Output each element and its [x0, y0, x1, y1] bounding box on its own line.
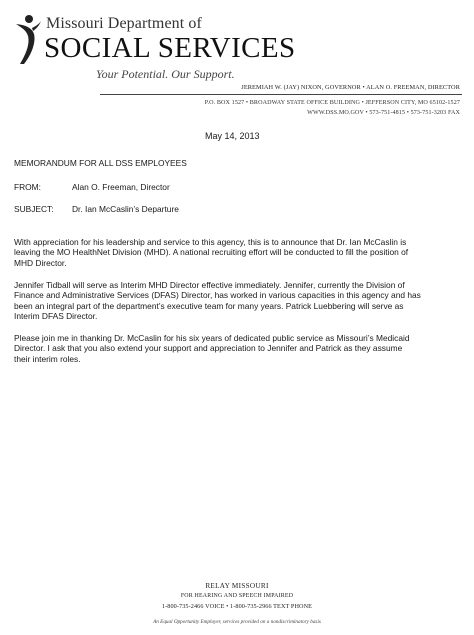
header-rule: [100, 94, 462, 95]
contact-web-phone: WWW.DSS.MO.GOV • 573-751-4815 • 573-751-3203 FAX: [307, 110, 460, 116]
tagline: Your Potential. Our Support.: [96, 67, 235, 81]
memo-paragraph-1: [14, 237, 464, 268]
relay-subtitle: FOR HEARING AND SPEECH IMPAIRED: [180, 593, 294, 599]
memo-recipients: MEMORANDUM FOR ALL DSS EMPLOYEES: [14, 158, 187, 168]
paragraph-line: Jennifer Tidball will serve as Interim MHD Director effective immediately. Jennifer, currently the Division of: [14, 280, 405, 290]
contact-address: P.O. BOX 1527 • BROADWAY STATE OFFICE BUILDING • JEFFERSON CITY, MO 65102-1527: [204, 100, 460, 106]
memo-paragraph-2: [14, 280, 464, 321]
org-name-line1: Missouri Department of: [46, 15, 202, 32]
paragraph-line: With appreciation for his leadership and service to this agency, this is to announce that Dr. Ian McCaslin is: [14, 237, 407, 247]
paragraph-line: leaving the MO HealthNet Division (MHD). A national recruiting effort will be conducted to fill the position of: [14, 247, 409, 258]
subject-label: SUBJECT:: [14, 204, 54, 214]
relay-title: RELAY MISSOURI: [205, 582, 269, 590]
paragraph-line: Interim DFAS Director.: [14, 310, 98, 321]
paragraph-line: Finance and Administrative Services (DFAS) Director, has worked in various capacities in this agency and has: [14, 290, 421, 301]
from-value: Alan O. Freeman, Director: [72, 182, 170, 192]
paragraph-line: MHD Director.: [14, 257, 67, 268]
memo-paragraph-3: [14, 333, 464, 364]
equal-opportunity-statement: An Equal Opportunity Employer, services provided on a nondiscriminatory basis: [153, 619, 321, 625]
memo-date: May 14, 2013: [205, 131, 260, 141]
paragraph-line: their interim roles.: [14, 353, 81, 364]
org-name-line2: SOCIAL SERVICES: [44, 32, 296, 64]
figure-swoosh-icon: [12, 14, 42, 66]
paragraph-line: Please join me in thanking Dr. McCaslin for his six years of dedicated public service as Missouri’s Medicaid: [14, 333, 410, 343]
paragraph-line: Director. I ask that you also extend your support and appreciation to Jennifer and Patrick as they assume: [14, 343, 403, 354]
paragraph-line: been an integral part of the department’s executive team for many years. Patrick Luebbering will serve as: [14, 300, 404, 311]
officials-line: JEREMIAH W. (JAY) NIXON, GOVERNOR • ALAN O. FREEMAN, DIRECTOR: [241, 84, 460, 91]
subject-value: Dr. Ian McCaslin’s Departure: [72, 204, 179, 214]
from-label: FROM:: [14, 182, 41, 192]
relay-phone-numbers: 1-800-735-2466 VOICE • 1-800-735-2966 TEXT PHONE: [161, 603, 313, 610]
